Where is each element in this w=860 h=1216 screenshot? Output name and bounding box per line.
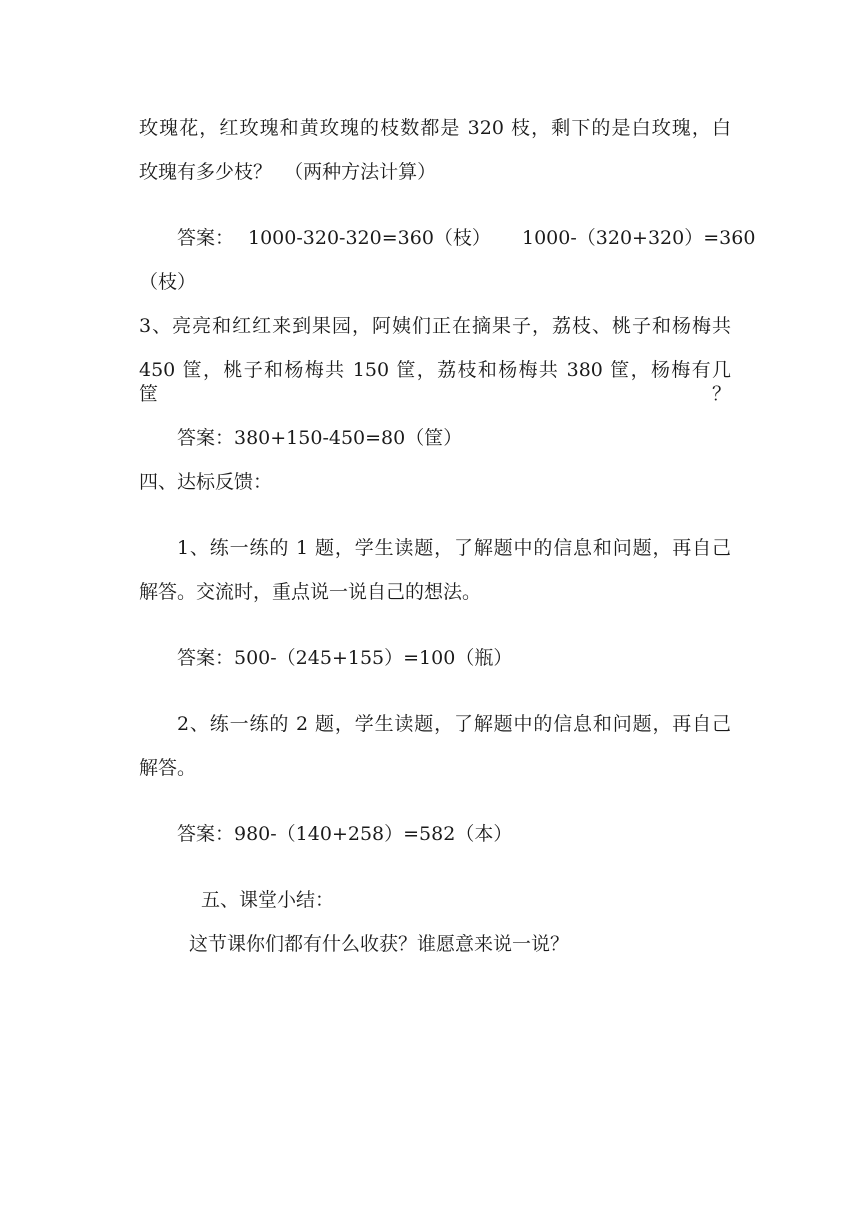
exercise-2-line-2: 解答。 bbox=[139, 757, 197, 779]
answer-unit-wrap: （枝） bbox=[139, 271, 197, 293]
summary-question: 这节课你们都有什么收获？谁愿意来说一说？ bbox=[189, 933, 570, 955]
answer-exercise-2: 答案：980-（140+258）=582（本） bbox=[177, 823, 513, 845]
answer-problem-3: 答案：380+150-450=80（筐） bbox=[177, 427, 463, 449]
problem-3-line-2: 450 筐，桃子和杨梅共 150 筐，荔枝和杨梅共 380 筐，杨梅有几筐？ bbox=[139, 359, 731, 405]
exercise-1-line-2: 解答。交流时，重点说一说自己的想法。 bbox=[139, 581, 482, 603]
exercise-1-line-1: 1、练一练的 1 题，学生读题，了解题中的信息和问题，再自己 bbox=[177, 537, 731, 559]
answer-label-1: 答案： bbox=[177, 227, 235, 249]
text-line-2: 玫瑰有多少枝？ （两种方法计算） bbox=[139, 161, 437, 183]
answer-method-1: 1000-320-320=360（枝） bbox=[248, 227, 491, 249]
problem-3-line-1: 3、亮亮和红红来到果园，阿姨们正在摘果子，荔枝、桃子和杨梅共 bbox=[139, 315, 731, 337]
answer-exercise-1: 答案：500-（245+155）=100（瓶） bbox=[177, 647, 513, 669]
section-heading-5: 五、课堂小结： bbox=[201, 889, 335, 911]
answer-method-2: 1000-（320+320）=360 bbox=[522, 227, 756, 249]
section-heading-4: 四、达标反馈： bbox=[139, 471, 273, 493]
exercise-2-line-1: 2、练一练的 2 题，学生读题，了解题中的信息和问题，再自己 bbox=[177, 713, 731, 735]
text-line-1: 玫瑰花，红玫瑰和黄玫瑰的枝数都是 320 枝，剩下的是白玫瑰，白 bbox=[139, 117, 731, 139]
